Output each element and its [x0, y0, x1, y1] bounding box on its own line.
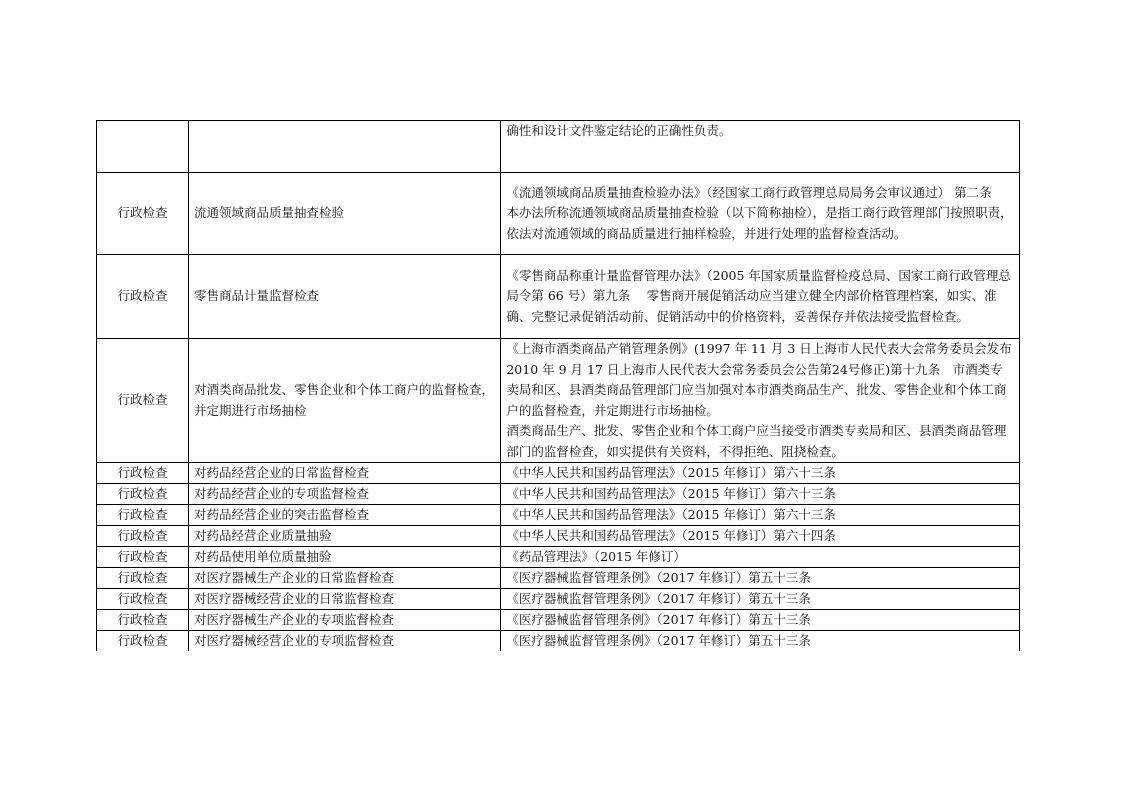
basis-paragraph: 《上海市酒类商品产销管理条例》(1997 年 11 月 3 日上海市人民代表大会常务委员会发布 2010 年 9 月 17 日上海市人民代表大会常务委员会公告第24号修正)第十九条 市酒类专卖局和区、县酒类商品管理部门应当加强对本市酒类商品生产、批发、零售企业和个体工商户的监督检查，并定期进行市场抽检。	[506, 341, 1012, 418]
cell-type: 行政检查	[97, 484, 189, 505]
table-row	[97, 631, 1020, 652]
basis-paragraph: 《流通领域商品质量抽查检验办法》（经国家工商行政管理总局局务会审议通过） 第二条 本办法所称流通领域商品质量抽查检验（以下简称抽检），是指工商行政管理部门按照职责，依法对流通领域的商品质量进行抽样检验，并进行处理的监督检查活动。	[506, 184, 1013, 241]
cell-type: 行政检查	[97, 463, 189, 484]
cell-legal-basis: 《医疗器械监督管理条例》（2017 年修订）第五十三条	[501, 589, 1020, 610]
table-row	[97, 610, 1020, 631]
table-row	[97, 255, 1020, 339]
cell-item-name: 零售商品计量监督检查	[188, 255, 500, 339]
table-row	[97, 121, 1020, 173]
cell-legal-basis: 《中华人民共和国药品管理法》（2015 年修订）第六十三条	[501, 505, 1020, 526]
cell-legal-basis: 《医疗器械监督管理条例》（2017 年修订）第五十三条	[501, 631, 1020, 652]
table-row	[97, 463, 1020, 484]
table-row	[97, 568, 1020, 589]
cell-type: 行政检查	[97, 610, 189, 631]
cell-item-name: 对药品经营企业的日常监督检查	[188, 463, 500, 484]
basis-paragraph: 酒类商品生产、批发、零售企业和个体工商户应当接受市酒类专卖局和区、县酒类商品管理部门的监督检查，如实提供有关资料，不得拒绝、阻挠检查。	[506, 423, 1007, 459]
table-body	[97, 121, 1020, 652]
cell-type: 行政检查	[97, 589, 189, 610]
cell-legal-basis: 《中华人民共和国药品管理法》（2015 年修订）第六十四条	[501, 526, 1020, 547]
cell-legal-basis: 《中华人民共和国药品管理法》（2015 年修订）第六十三条	[501, 484, 1020, 505]
cell-type	[97, 121, 189, 173]
cell-item-name: 对医疗器械生产企业的日常监督检查	[188, 568, 500, 589]
cell-type: 行政检查	[97, 547, 189, 568]
table-row	[97, 589, 1020, 610]
cell-type: 行政检查	[97, 505, 189, 526]
cell-type: 行政检查	[97, 173, 189, 255]
cell-legal-basis	[501, 339, 1020, 463]
cell-type: 行政检查	[97, 339, 189, 463]
table-row	[97, 484, 1020, 505]
cell-item-name: 对药品经营企业的突击监督检查	[188, 505, 500, 526]
basis-paragraph: 确性和设计文件鉴定结论的正确性负责。	[506, 123, 732, 138]
cell-type: 行政检查	[97, 255, 189, 339]
cell-item-name: 对医疗器械经营企业的专项监督检查	[188, 631, 500, 652]
cell-legal-basis: 《医疗器械监督管理条例》（2017 年修订）第五十三条	[501, 568, 1020, 589]
cell-item-name: 对药品经营企业质量抽验	[188, 526, 500, 547]
table-row	[97, 547, 1020, 568]
cell-type: 行政检查	[97, 568, 189, 589]
cell-legal-basis	[501, 121, 1020, 173]
cell-legal-basis	[501, 255, 1020, 339]
cell-legal-basis	[501, 173, 1020, 255]
cell-legal-basis: 《中华人民共和国药品管理法》（2015 年修订）第六十三条	[501, 463, 1020, 484]
table-row	[97, 526, 1020, 547]
cell-item-name: 对酒类商品批发、零售企业和个体工商户的监督检查，并定期进行市场抽检	[188, 339, 500, 463]
cell-type: 行政检查	[97, 526, 189, 547]
table-row	[97, 173, 1020, 255]
cell-item-name: 对药品经营企业的专项监督检查	[188, 484, 500, 505]
table-row	[97, 339, 1020, 463]
cell-item-name: 流通领域商品质量抽查检验	[188, 173, 500, 255]
cell-legal-basis: 《药品管理法》（2015 年修订）	[501, 547, 1020, 568]
cell-item-name: 对医疗器械生产企业的专项监督检查	[188, 610, 500, 631]
cell-item-name: 对医疗器械经营企业的日常监督检查	[188, 589, 500, 610]
cell-item-name: 对药品使用单位质量抽验	[188, 547, 500, 568]
cell-legal-basis: 《医疗器械监督管理条例》（2017 年修订）第五十三条	[501, 610, 1020, 631]
cell-item-name	[188, 121, 500, 173]
basis-paragraph: 《零售商品称重计量监督管理办法》（2005 年国家质量监督检疫总局、国家工商行政管理总局令第 66 号）第九条 零售商开展促销活动应当建立健全内部价格管理档案，如实、准确、完整记录促销活动前、促销活动中的价格资料，妥善保存并依法接受监督检查。	[506, 267, 1011, 324]
inspection-items-table	[96, 120, 1020, 651]
cell-type: 行政检查	[97, 631, 189, 652]
table-row	[97, 505, 1020, 526]
